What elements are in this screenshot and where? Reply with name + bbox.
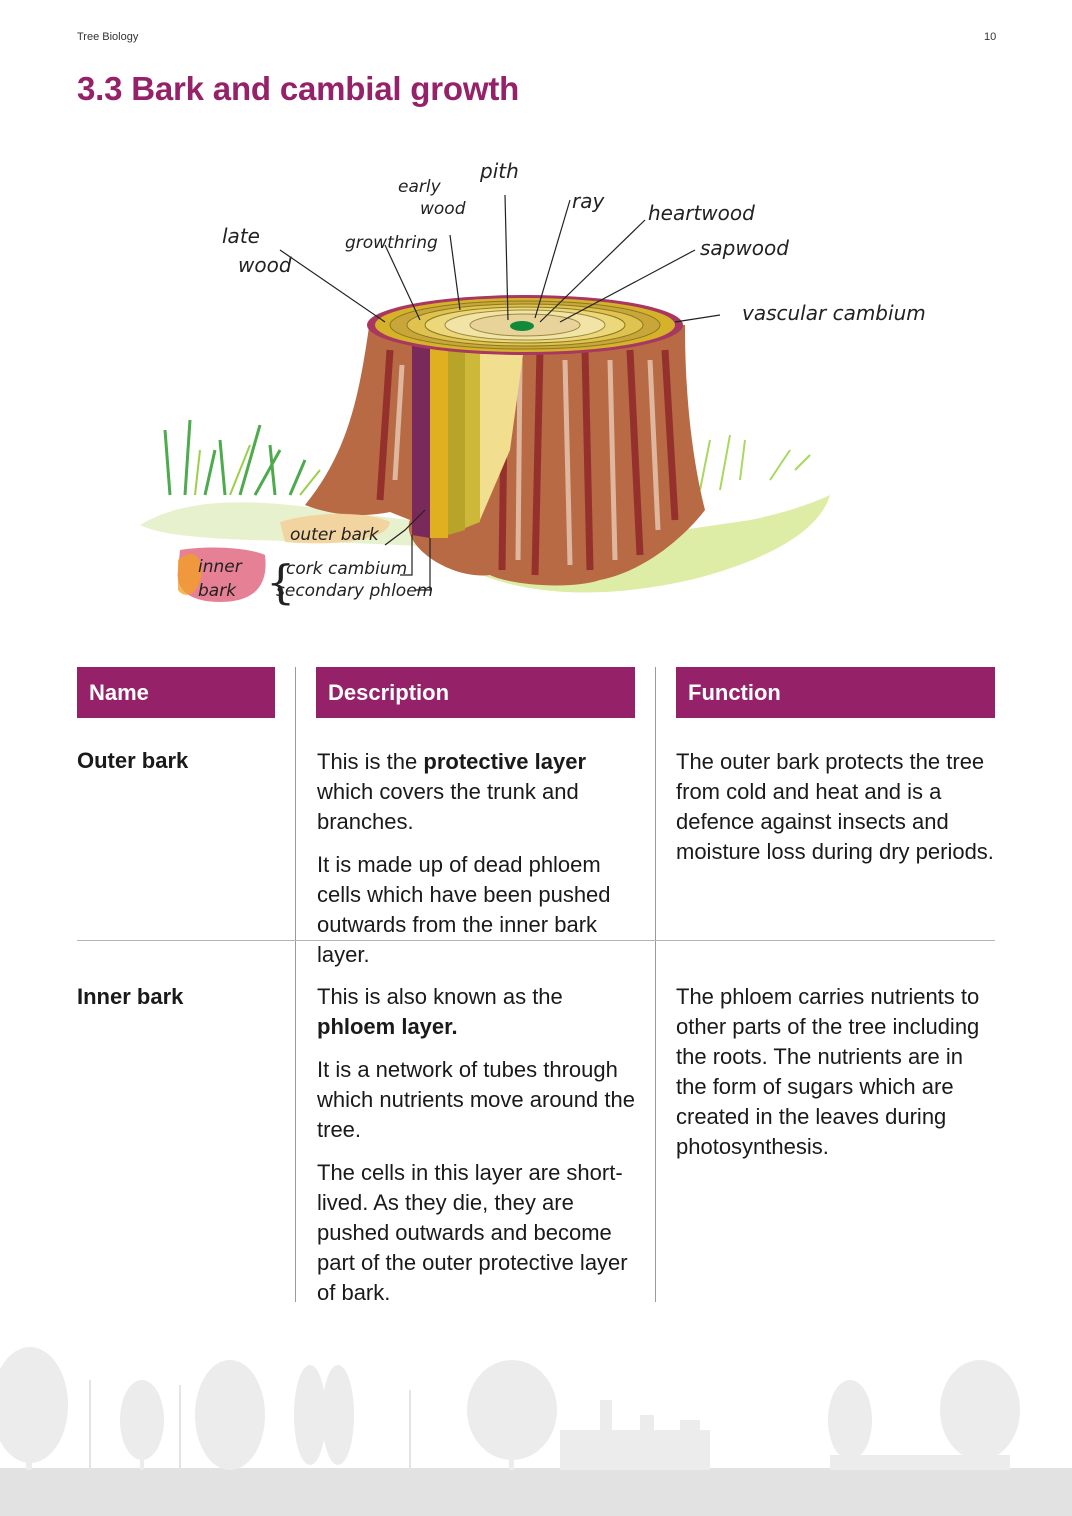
table-row-inner-bark-function: The phloem carries nutrients to other parts of the tree including the roots. The nutrients are in the form of sugars which are created in the leaves during photosynthesis. [676,984,980,1159]
svg-text:wood: wood [238,253,292,277]
description-paragraph: This is also known as the phloem layer. [317,984,563,1039]
page-number: 10 [984,31,997,43]
table-row-outer-bark-description [317,747,642,983]
description-paragraph: It is made up of dead phloem cells which have been pushed outwards from the inner bark layer. [317,852,611,967]
description-paragraph: The cells in this layer are short-lived. As they die, they are pushed outwards and become part of the outer protective layer of bark. [317,1160,628,1305]
table-row-inner-bark-name: Inner bark [77,984,184,1009]
footer-skyline-decoration [0,1320,1072,1516]
table-row-outer-bark-name: Outer bark [77,748,189,773]
label-inner-bark: inner [198,557,242,577]
label-ray: ray [572,189,605,213]
svg-text:{: { [266,555,296,609]
column-divider [295,667,296,1302]
description-paragraph: This is the protective layer which covers the trunk and branches. [317,749,587,834]
label-growth-ring: growthring [345,233,438,253]
label-vascular-cambium: vascular cambium [742,301,926,325]
tree-stump-illustration [130,150,930,620]
table-header-description: Description [316,667,635,718]
label-outer-bark: outer bark [290,525,379,545]
table-row-outer-bark-function: The outer bark protects the tree from cold and heat and is a defence against insects and moisture loss during dry periods. [676,749,994,864]
label-late-wood: late [222,224,260,248]
table-header-function: Function [676,667,995,718]
label-sapwood: sapwood [700,236,789,260]
column-divider [655,667,656,1302]
table-row-inner-bark-description [317,982,635,1321]
page-title: 3.3 Bark and cambial growth [77,70,520,107]
table-header-name: Name [77,667,275,718]
label-pith: pith [480,159,519,183]
running-head: Tree Biology [77,31,139,43]
label-early-wood: early [398,177,441,197]
svg-text:wood: wood [420,199,466,219]
label-secondary-phloem: secondary phloem [276,581,434,601]
svg-text:bark: bark [198,581,237,601]
description-paragraph: It is a network of tubes through which nutrients move around the tree. [317,1057,635,1142]
label-heartwood: heartwood [648,201,755,225]
label-cork-cambium: cork cambium [286,559,408,579]
